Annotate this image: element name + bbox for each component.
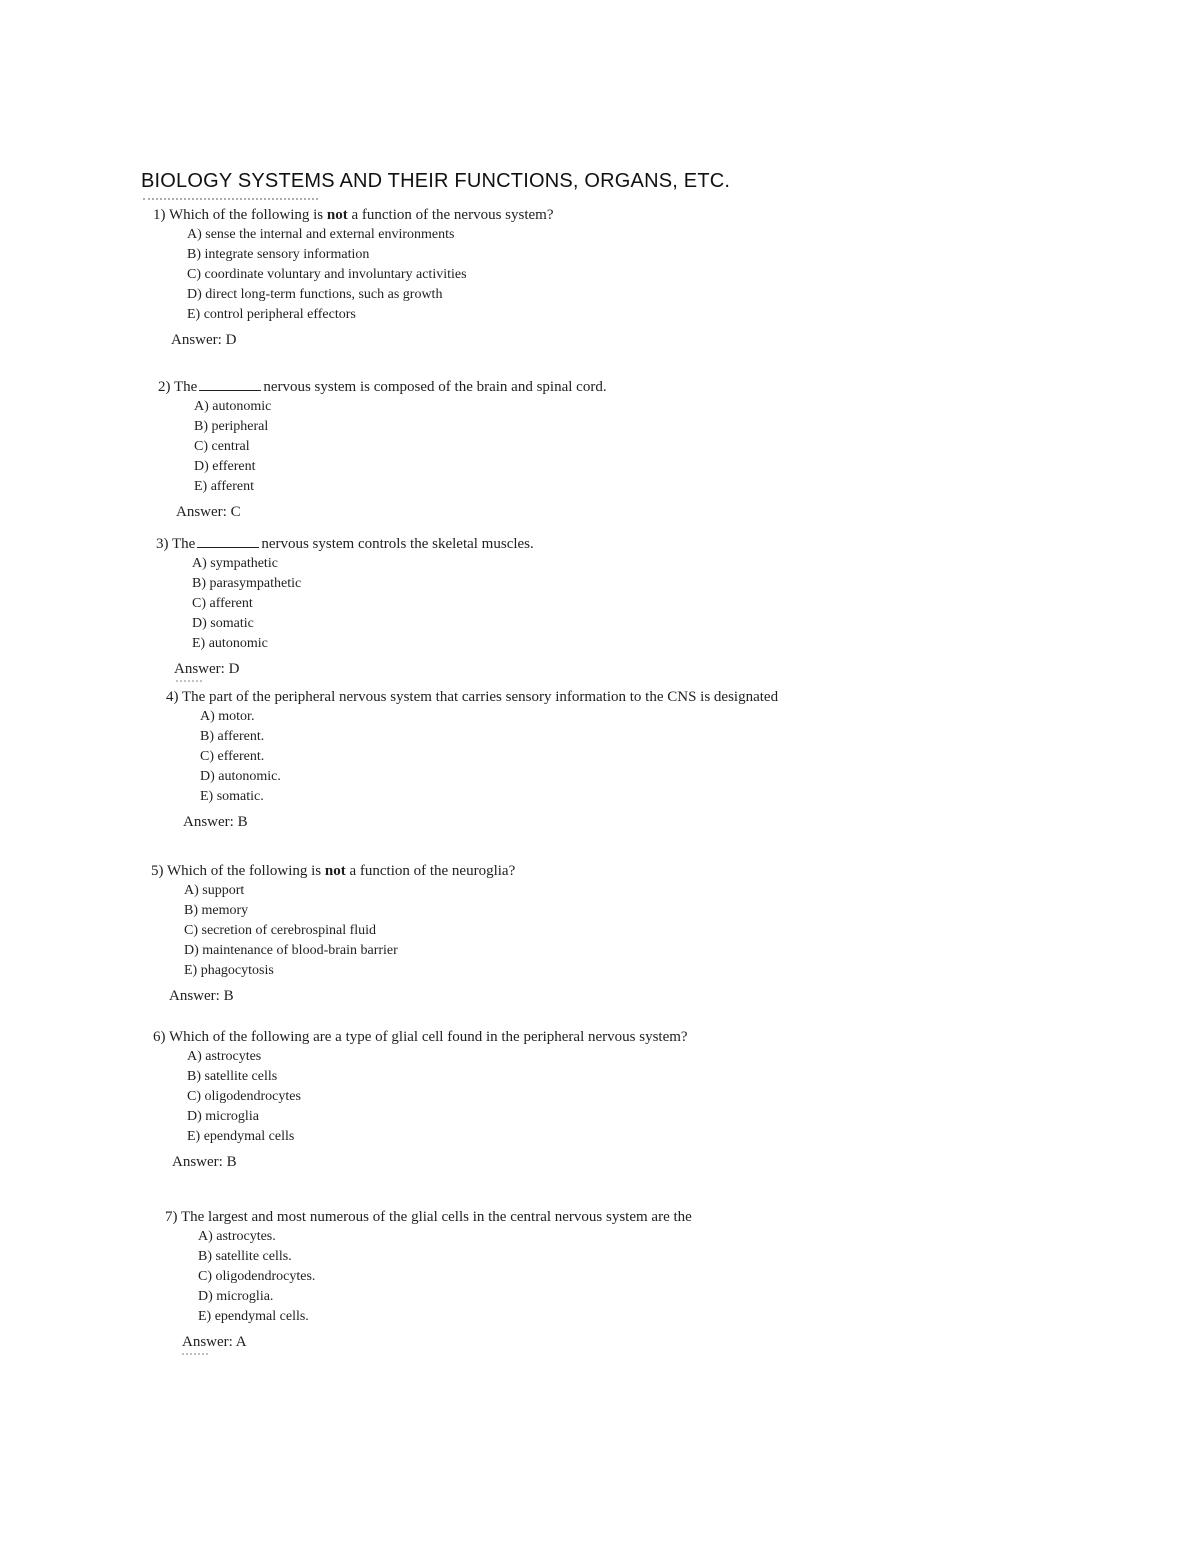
options-list [156, 554, 534, 654]
option-a: A) sense the internal and external environments [187, 227, 455, 242]
options-list [151, 881, 515, 981]
option-a: A) motor. [200, 709, 255, 724]
options-list [158, 397, 607, 497]
question-2 [158, 377, 607, 522]
question-stem [153, 1027, 688, 1047]
option-d: D) microglia [187, 1109, 259, 1124]
scan-residue-line [182, 1353, 208, 1357]
option-a: A) astrocytes [187, 1049, 262, 1064]
options-list [166, 707, 778, 807]
question-number: 7) [165, 1209, 178, 1225]
option-e: E) ependymal cells [187, 1129, 295, 1144]
question-4 [166, 687, 778, 832]
option-b: B) satellite cells. [198, 1249, 292, 1264]
stem-text: a function of the neuroglia? [349, 863, 516, 879]
question-number: 5) [151, 863, 164, 879]
question-number: 2) [158, 379, 171, 395]
fill-in-blank [199, 378, 261, 391]
option-a: A) support [184, 883, 245, 898]
question-stem [166, 687, 778, 707]
stem-text: Which of the following are a type of glial cell found in the peripheral nervous system? [168, 1029, 688, 1045]
answer: Answer: B [172, 1154, 237, 1170]
option-b: B) peripheral [194, 419, 269, 434]
option-d: D) microglia. [198, 1289, 274, 1304]
option-c: C) efferent. [200, 749, 265, 764]
option-e: E) afferent [194, 479, 254, 494]
option-b: B) parasympathetic [192, 576, 302, 591]
option-b: B) satellite cells [187, 1069, 278, 1084]
question-stem [165, 1207, 692, 1227]
option-e: E) phagocytosis [184, 963, 274, 978]
question-7 [165, 1207, 692, 1357]
answer: Answer: B [183, 814, 248, 830]
option-e: E) control peripheral effectors [187, 307, 356, 322]
stem-text: nervous system is composed of the brain and spinal cord. [263, 379, 607, 395]
answer: Answer: B [169, 988, 234, 1004]
question-stem [156, 534, 534, 554]
option-c: C) oligodendrocytes. [198, 1269, 316, 1284]
option-b: B) afferent. [200, 729, 265, 744]
question-6 [153, 1027, 688, 1172]
scan-residue-line [143, 198, 318, 203]
option-a: A) astrocytes. [198, 1229, 276, 1244]
answer: Answer: C [176, 504, 241, 520]
stem-text: Which of the following is [168, 207, 324, 223]
question-stem [158, 377, 607, 397]
question-1 [153, 205, 554, 350]
question-number: 1) [153, 207, 166, 223]
stem-emphasis: not [326, 207, 348, 223]
option-a: A) autonomic [194, 399, 272, 414]
stem-text: Which of the following is [166, 863, 322, 879]
stem-emphasis: not [324, 863, 346, 879]
question-3 [156, 534, 534, 684]
answer: Answer: A [182, 1334, 247, 1350]
question-number: 3) [156, 536, 169, 552]
question-number: 6) [153, 1029, 166, 1045]
option-d: D) maintenance of blood-brain barrier [184, 943, 398, 958]
option-c: C) oligodendrocytes [187, 1089, 301, 1104]
option-d: D) autonomic. [200, 769, 281, 784]
question-stem [151, 861, 515, 881]
option-e: E) autonomic [192, 636, 268, 651]
stem-text: The part of the peripheral nervous system that carries sensory information to the CNS is designated [181, 689, 779, 705]
option-b: B) memory [184, 903, 249, 918]
question-5 [151, 861, 515, 1006]
answer: Answer: D [171, 332, 237, 348]
options-list [165, 1227, 692, 1327]
option-c: C) central [194, 439, 250, 454]
option-d: D) somatic [192, 616, 254, 631]
option-c: C) coordinate voluntary and involuntary activities [187, 267, 467, 282]
page-title: BIOLOGY SYSTEMS AND THEIR FUNCTIONS, ORGANS, ETC. [141, 170, 731, 192]
question-number: 4) [166, 689, 179, 705]
fill-in-blank [197, 535, 259, 548]
scan-residue-line [176, 680, 202, 684]
option-d: D) efferent [194, 459, 256, 474]
answer: Answer: D [174, 661, 240, 677]
option-a: A) sympathetic [192, 556, 278, 571]
stem-text: The [173, 379, 198, 395]
stem-text: The [171, 536, 196, 552]
stem-text: a function of the nervous system? [351, 207, 554, 223]
option-d: D) direct long-term functions, such as growth [187, 287, 443, 302]
stem-text: nervous system controls the skeletal muscles. [261, 536, 534, 552]
options-list [153, 225, 554, 325]
question-stem [153, 205, 554, 225]
option-c: C) secretion of cerebrospinal fluid [184, 923, 377, 938]
option-c: C) afferent [192, 596, 253, 611]
stem-text: The largest and most numerous of the glial cells in the central nervous system are the [180, 1209, 692, 1225]
options-list [153, 1047, 688, 1147]
option-e: E) somatic. [200, 789, 264, 804]
option-b: B) integrate sensory information [187, 247, 370, 262]
option-e: E) ependymal cells. [198, 1309, 309, 1324]
